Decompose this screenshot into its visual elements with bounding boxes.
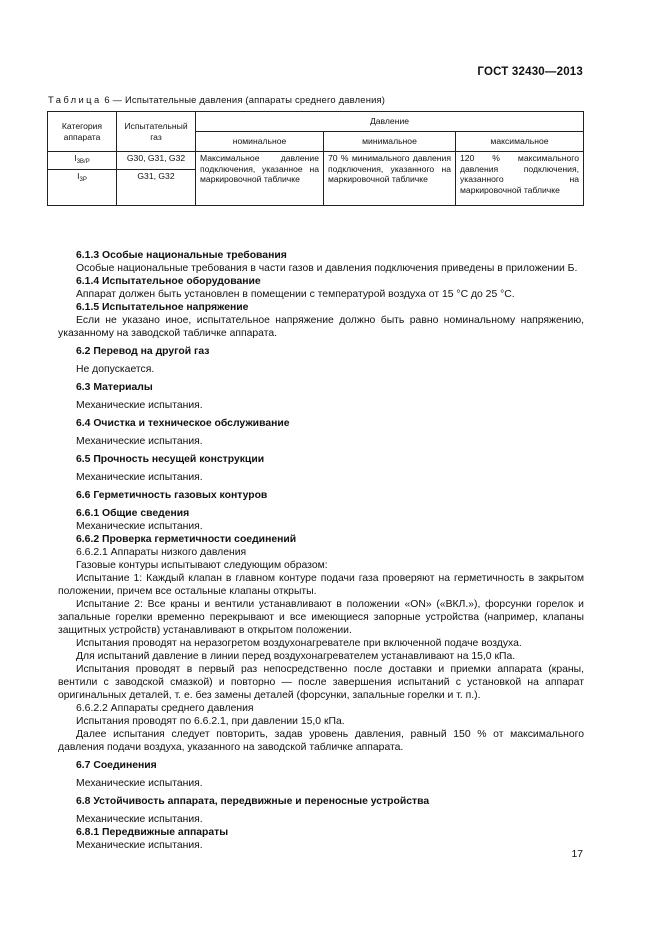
document-body (58, 249, 584, 852)
heading-6-6-2-1: 6.6.2.1 Аппараты низкого давления (76, 547, 247, 558)
page-number: 17 (571, 849, 583, 860)
test-pressure-table (47, 111, 584, 206)
text-6-6-1: Механические испытания. (76, 521, 203, 532)
row1-category: $I_{3B/P}$ (48, 152, 117, 170)
text-6-8-1: Механические испытания. (76, 840, 203, 851)
heading-6-3: 6.3 Материалы (76, 382, 153, 393)
heading-6-6: 6.6 Герметичность газовых контуров (76, 490, 268, 501)
standard-number: ГОСТ 32430—2013 (477, 66, 583, 78)
text-6-6-2-1-p1: Газовые контуры испытывают следующим образом: (76, 560, 328, 571)
header-minimum: минимальное (324, 132, 456, 152)
header-category: Категория аппарата (48, 112, 117, 152)
nominal-pressure-cell: Максимальное давление подключения, указанное на маркировочной табличке (196, 152, 324, 206)
text-6-6-2-1-p6: Испытания проводят в первый раз непосредственно после доставки и приемки аппарата (краны, вентили с заводской смазкой) и повторно — после завершения испытаний с установкой на аппарат оригинальных деталей, т. е. без замены деталей (форсунки, запальные горелки и т. п.). (58, 664, 584, 701)
heading-6-6-2-2: 6.6.2.2 Аппараты среднего давления (76, 703, 254, 714)
table-caption-text: 6 — Испытательные давления (аппараты среднего давления) (101, 94, 386, 105)
text-6-7: Механические испытания. (76, 778, 203, 789)
text-6-6-2-1-p4: Испытания проводят на неразогретом воздухонагревателе при включенной подаче воздуха. (76, 638, 522, 649)
text-6-6-2-2-p2: Далее испытания следует повторить, задав уровень давления, равный 150 % от максимального давления подачи воздуха, указанного на заводской табличке аппарата. (58, 729, 584, 753)
table-caption (48, 94, 385, 105)
table-caption-word: Таблица (48, 94, 102, 105)
text-6-6-2-1-p3: Испытание 2: Все краны и вентили устанавливают в положении «ON» («ВКЛ.»), форсунки горелок и запальные горелки временно перекрывают и все имеющиеся запорные устройства (например, клапаны защитных устройств) устанавливают в открытом положении. (58, 599, 584, 636)
heading-6-6-2: 6.6.2 Проверка герметичности соединений (76, 534, 297, 545)
header-maximum: максимальное (456, 132, 584, 152)
text-6-8: Механические испытания. (76, 814, 203, 825)
minimum-pressure-cell: 70 % минимального давления подключения, указанного на маркировочной табличке (324, 152, 456, 206)
row1-gas: G30, G31, G32 (117, 152, 196, 170)
text-6-4: Механические испытания. (76, 436, 203, 447)
heading-6-1-4: 6.1.4 Испытательное оборудование (76, 276, 261, 287)
text-6-3: Механические испытания. (76, 400, 203, 411)
header-pressure: Давление (196, 112, 584, 132)
text-6-5: Механические испытания. (76, 472, 203, 483)
header-nominal: номинальное (196, 132, 324, 152)
heading-6-7: 6.7 Соединения (76, 760, 157, 771)
text-6-2: Не допускается. (76, 364, 155, 375)
text-6-1-4: Аппарат должен быть установлен в помещении с температурой воздуха от 15 °С до 25 °С. (76, 289, 515, 300)
heading-6-1-5: 6.1.5 Испытательное напряжение (76, 302, 249, 313)
header-test-gas: Испытательный газ (117, 112, 196, 152)
row2-gas: G31, G32 (117, 169, 196, 205)
text-6-6-2-1-p5: Для испытаний давление в линии перед воздухонагревателем устанавливают на 15,0 кПа. (76, 651, 516, 662)
text-6-1-5: Если не указано иное, испытательное напряжение должно быть равно номинальному напряжению, указанному на заводской табличке аппарата. (58, 315, 584, 339)
text-6-6-2-1-p2: Испытание 1: Каждый клапан в главном контуре подачи газа проверяют на герметичность в закрытом положении, причем все остальные клапаны открыты. (58, 573, 584, 597)
heading-6-8-1: 6.8.1 Передвижные аппараты (76, 827, 229, 838)
heading-6-2: 6.2 Перевод на другой газ (76, 346, 210, 357)
text-6-1-3: Особые национальные требования в части газов и давления подключения приведены в приложении Б. (76, 263, 578, 274)
heading-6-5: 6.5 Прочность несущей конструкции (76, 454, 265, 465)
row2-category: $I_{3P}$ (48, 169, 117, 205)
text-6-6-2-2-p1: Испытания проводят по 6.6.2.1, при давлении 15,0 кПа. (76, 716, 345, 727)
heading-6-6-1: 6.6.1 Общие сведения (76, 508, 190, 519)
heading-6-1-3: 6.1.3 Особые национальные требования (76, 250, 287, 261)
maximum-pressure-cell: 120 % максимального давления подключения, указанного на маркировочной табличке (456, 152, 584, 206)
heading-6-8: 6.8 Устойчивость аппарата, передвижные и переносные устройства (76, 796, 430, 807)
heading-6-4: 6.4 Очистка и техническое обслуживание (76, 418, 290, 429)
